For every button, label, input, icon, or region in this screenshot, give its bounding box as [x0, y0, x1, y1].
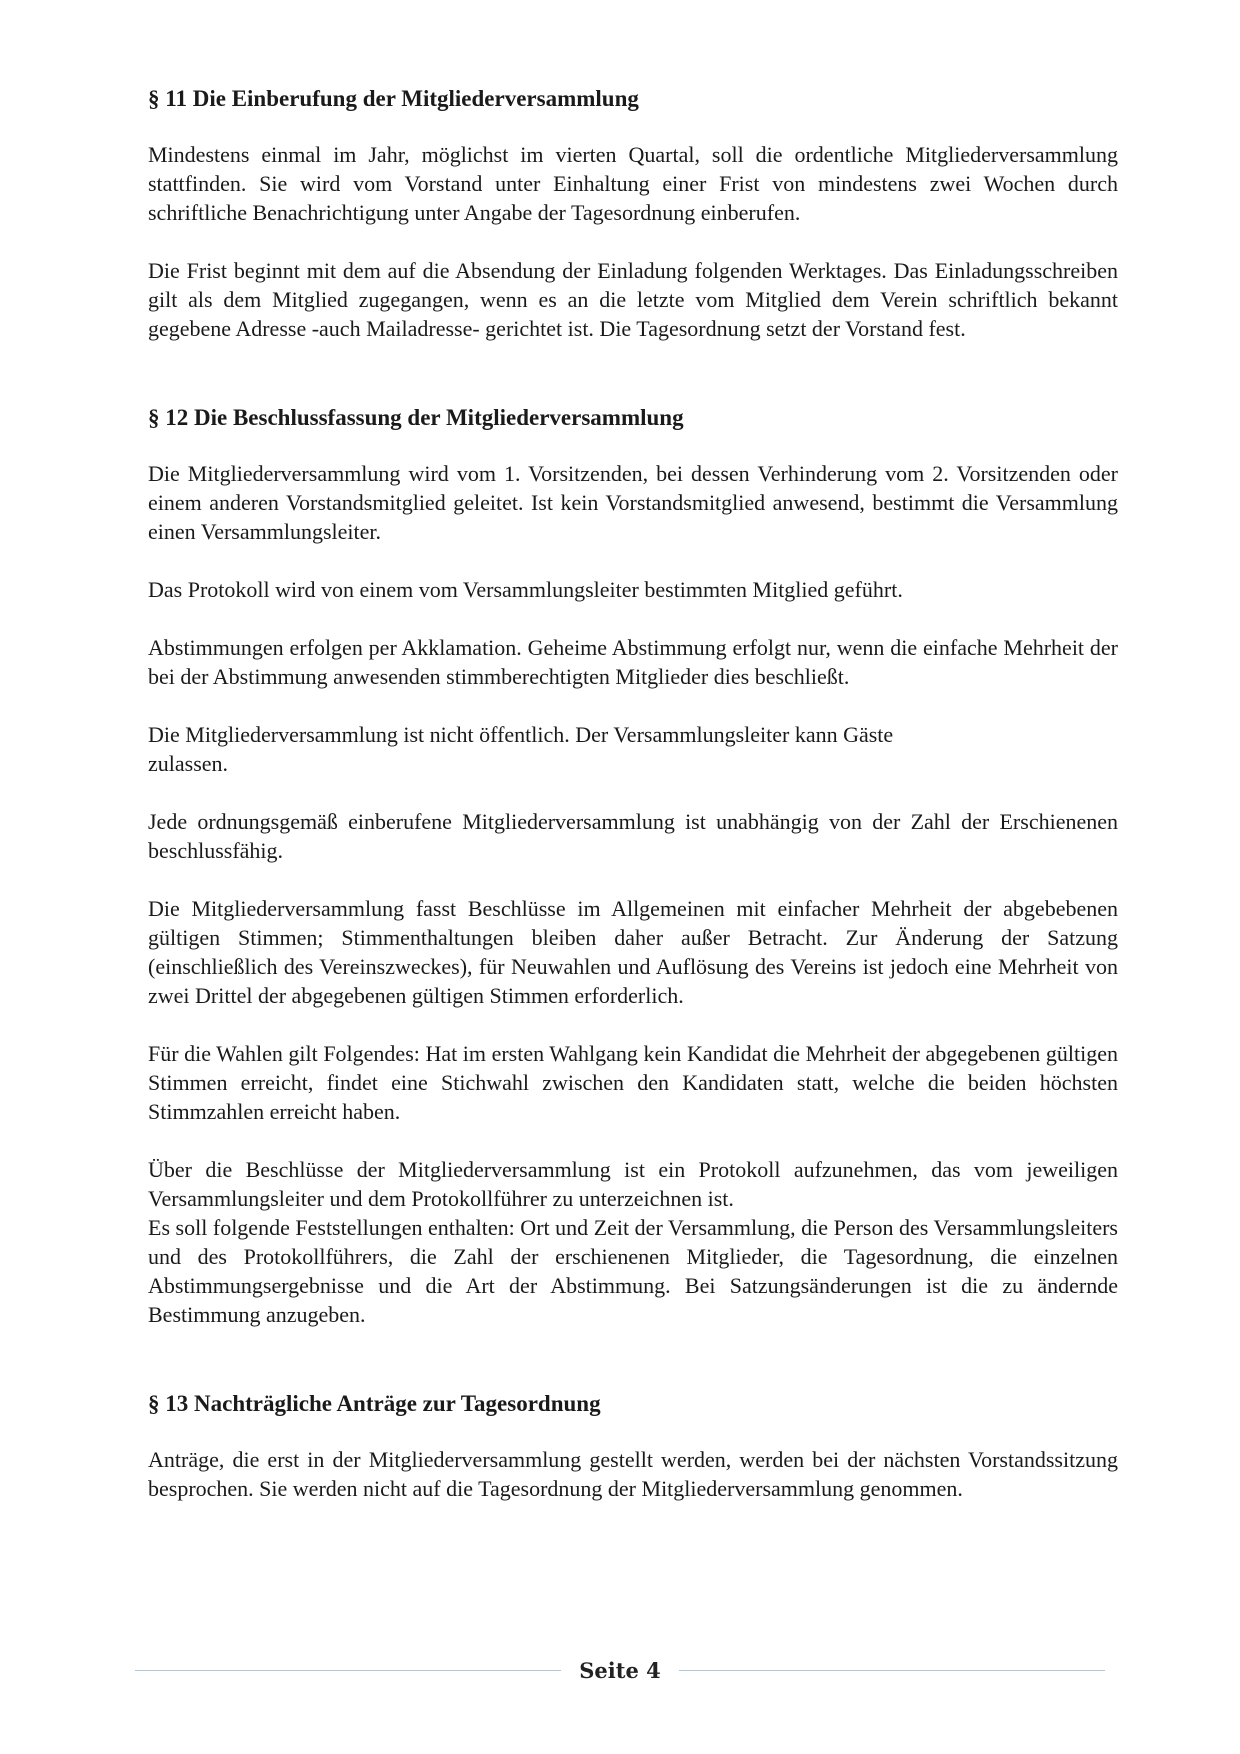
- paragraph: Über die Beschlüsse der Mitgliederversammlung ist ein Protokoll aufzunehmen, das vom jeweiligen Versammlungsleiter und dem Protokollführer zu unterzeichnen ist.: [148, 1157, 1118, 1211]
- page-footer: [135, 1655, 1105, 1685]
- page-number: Seite 4: [579, 1657, 661, 1683]
- paragraph: Jede ordnungsgemäß einberufene Mitgliederversammlung ist unabhängig von der Zahl der Erschienenen beschlussfähig.: [148, 809, 1118, 863]
- section-12: [148, 401, 1118, 1329]
- paragraph: Die Frist beginnt mit dem auf die Absendung der Einladung folgenden Werktages. Das Einladungsschreiben gilt als dem Mitglied zugegangen, wenn es an die letzte vom Mitglied dem Verein schriftlich bekannt gegebene Adresse -auch Mailadresse- gerichtet ist. Die Tagesordnung setzt der Vorstand fest.: [148, 258, 1118, 341]
- footer-rule-right: [679, 1670, 1105, 1671]
- paragraph: Es soll folgende Feststellungen enthalten: Ort und Zeit der Versammlung, die Person des Versammlungsleiters und des Protokollführers, die Zahl der erschienenen Mitglieder, die Tagesordnung, die einzelnen Abstimmungsergebnisse und die Art der Abstimmung. Bei Satzungsänderungen ist die zu ändernde Bestimmung anzugeben.: [148, 1215, 1118, 1327]
- paragraph: Die Mitgliederversammlung fasst Beschlüsse im Allgemeinen mit einfacher Mehrheit der abgebebenen gültigen Stimmen; Stimmenthaltungen bleiben daher außer Betracht. Zur Änderung der Satzung (einschließlich des Vereinszweckes), für Neuwahlen und Auflösung des Vereins ist jedoch eine Mehrheit von zwei Drittel der abgegebenen gültigen Stimmen erforderlich.: [148, 896, 1118, 1008]
- paragraph: Abstimmungen erfolgen per Akklamation. Geheime Abstimmung erfolgt nur, wenn die einfache Mehrheit der bei der Abstimmung anwesenden stimmberechtigten Mitglieder dies beschließt.: [148, 635, 1118, 689]
- paragraph: Das Protokoll wird von einem vom Versammlungsleiter bestimmten Mitglied geführt.: [148, 577, 903, 602]
- section-11: [148, 82, 1118, 343]
- paragraph: Für die Wahlen gilt Folgendes: Hat im ersten Wahlgang kein Kandidat die Mehrheit der abgegebenen gültigen Stimmen erreicht, findet eine Stichwahl zwischen den Kandidaten statt, welche die beiden höchsten Stimmzahlen erreicht haben.: [148, 1041, 1118, 1124]
- paragraph: Die Mitgliederversammlung wird vom 1. Vorsitzenden, bei dessen Verhinderung vom 2. Vorsitzenden oder einem anderen Vorstandsmitglied geleitet. Ist kein Vorstandsmitglied anwesend, bestimmt die Versammlung einen Versammlungsleiter.: [148, 461, 1118, 544]
- section-13: [148, 1387, 1118, 1503]
- section-heading: § 13 Nachträgliche Anträge zur Tagesordnung: [148, 1391, 601, 1416]
- paragraph: Anträge, die erst in der Mitgliederversammlung gestellt werden, werden bei der nächsten Vorstandssitzung besprochen. Sie werden nicht auf die Tagesordnung der Mitgliederversammlung genommen.: [148, 1447, 1118, 1501]
- section-heading: § 12 Die Beschlussfassung der Mitgliederversammlung: [148, 405, 684, 430]
- section-heading: § 11 Die Einberufung der Mitgliederversammlung: [148, 86, 639, 111]
- footer-rule-left: [135, 1670, 561, 1671]
- document-page: [148, 82, 1118, 1503]
- paragraph: Die Mitgliederversammlung ist nicht öffentlich. Der Versammlungsleiter kann Gäste zulassen.: [148, 722, 894, 776]
- paragraph: Mindestens einmal im Jahr, möglichst im vierten Quartal, soll die ordentliche Mitgliederversammlung stattfinden. Sie wird vom Vorstand unter Einhaltung einer Frist von mindestens zwei Wochen durch schriftliche Benachrichtigung unter Angabe der Tagesordnung einberufen.: [148, 142, 1118, 225]
